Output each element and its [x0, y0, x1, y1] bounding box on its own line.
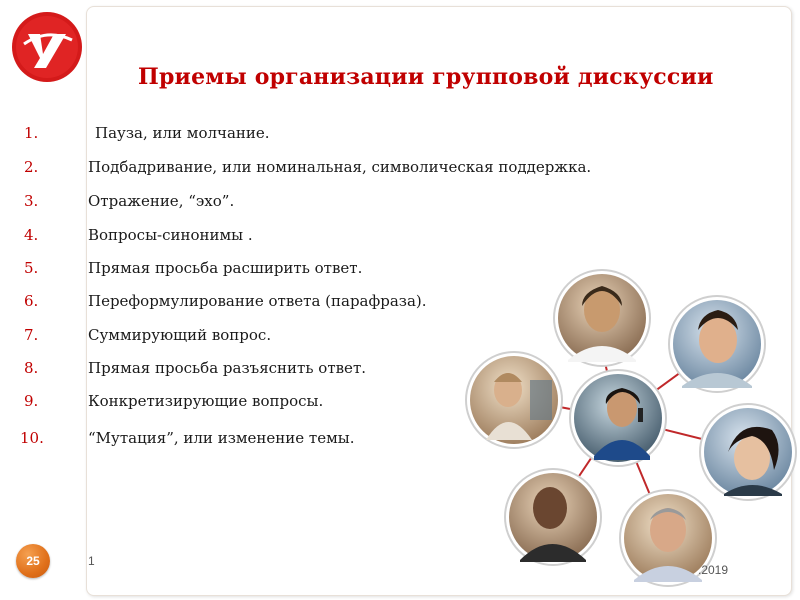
list-number: 1.	[24, 124, 39, 142]
list-text: Отражение, “эхо”.	[88, 192, 235, 210]
list-number: 9.	[24, 392, 39, 410]
person-photo-icon	[505, 469, 601, 565]
list-text: Подбадривание, или номинальная, символическая поддержка.	[88, 158, 592, 176]
list-text: Вопросы-синонимы .	[88, 226, 253, 244]
list-text: Конкретизирующие вопросы.	[88, 392, 324, 410]
list-number: 5.	[24, 259, 39, 277]
list-text: Суммирующий вопрос.	[88, 326, 272, 344]
list-text: Переформулирование ответа (парафраза).	[88, 292, 427, 310]
list-number: 8.	[24, 359, 39, 377]
person-photo-icon	[700, 404, 796, 500]
person-photo-icon	[570, 370, 666, 466]
list-number: 4.	[24, 226, 39, 244]
people-network-illustration	[460, 260, 800, 600]
list-text: Пауза, или молчание.	[95, 124, 270, 142]
list-text: Прямая просьба расширить ответ.	[88, 259, 363, 277]
page-number: 1	[88, 554, 95, 568]
date-footer: .2019	[698, 563, 729, 577]
list-number: 3.	[24, 192, 39, 210]
person-photo-icon	[554, 270, 650, 366]
list-number: 10.	[20, 429, 44, 447]
logo-icon	[10, 10, 84, 84]
person-photo-icon	[466, 352, 562, 448]
list-number: 6.	[24, 292, 39, 310]
slide-number-badge: 25	[16, 544, 50, 578]
list-text: “Мутация”, или изменение темы.	[88, 429, 355, 447]
list-text: Прямая просьба разъяснить ответ.	[88, 359, 367, 377]
person-photo-icon	[669, 296, 765, 392]
list-number: 7.	[24, 326, 39, 344]
slide-title: Приемы организации групповой дискуссии	[138, 64, 714, 90]
list-number: 2.	[24, 158, 39, 176]
